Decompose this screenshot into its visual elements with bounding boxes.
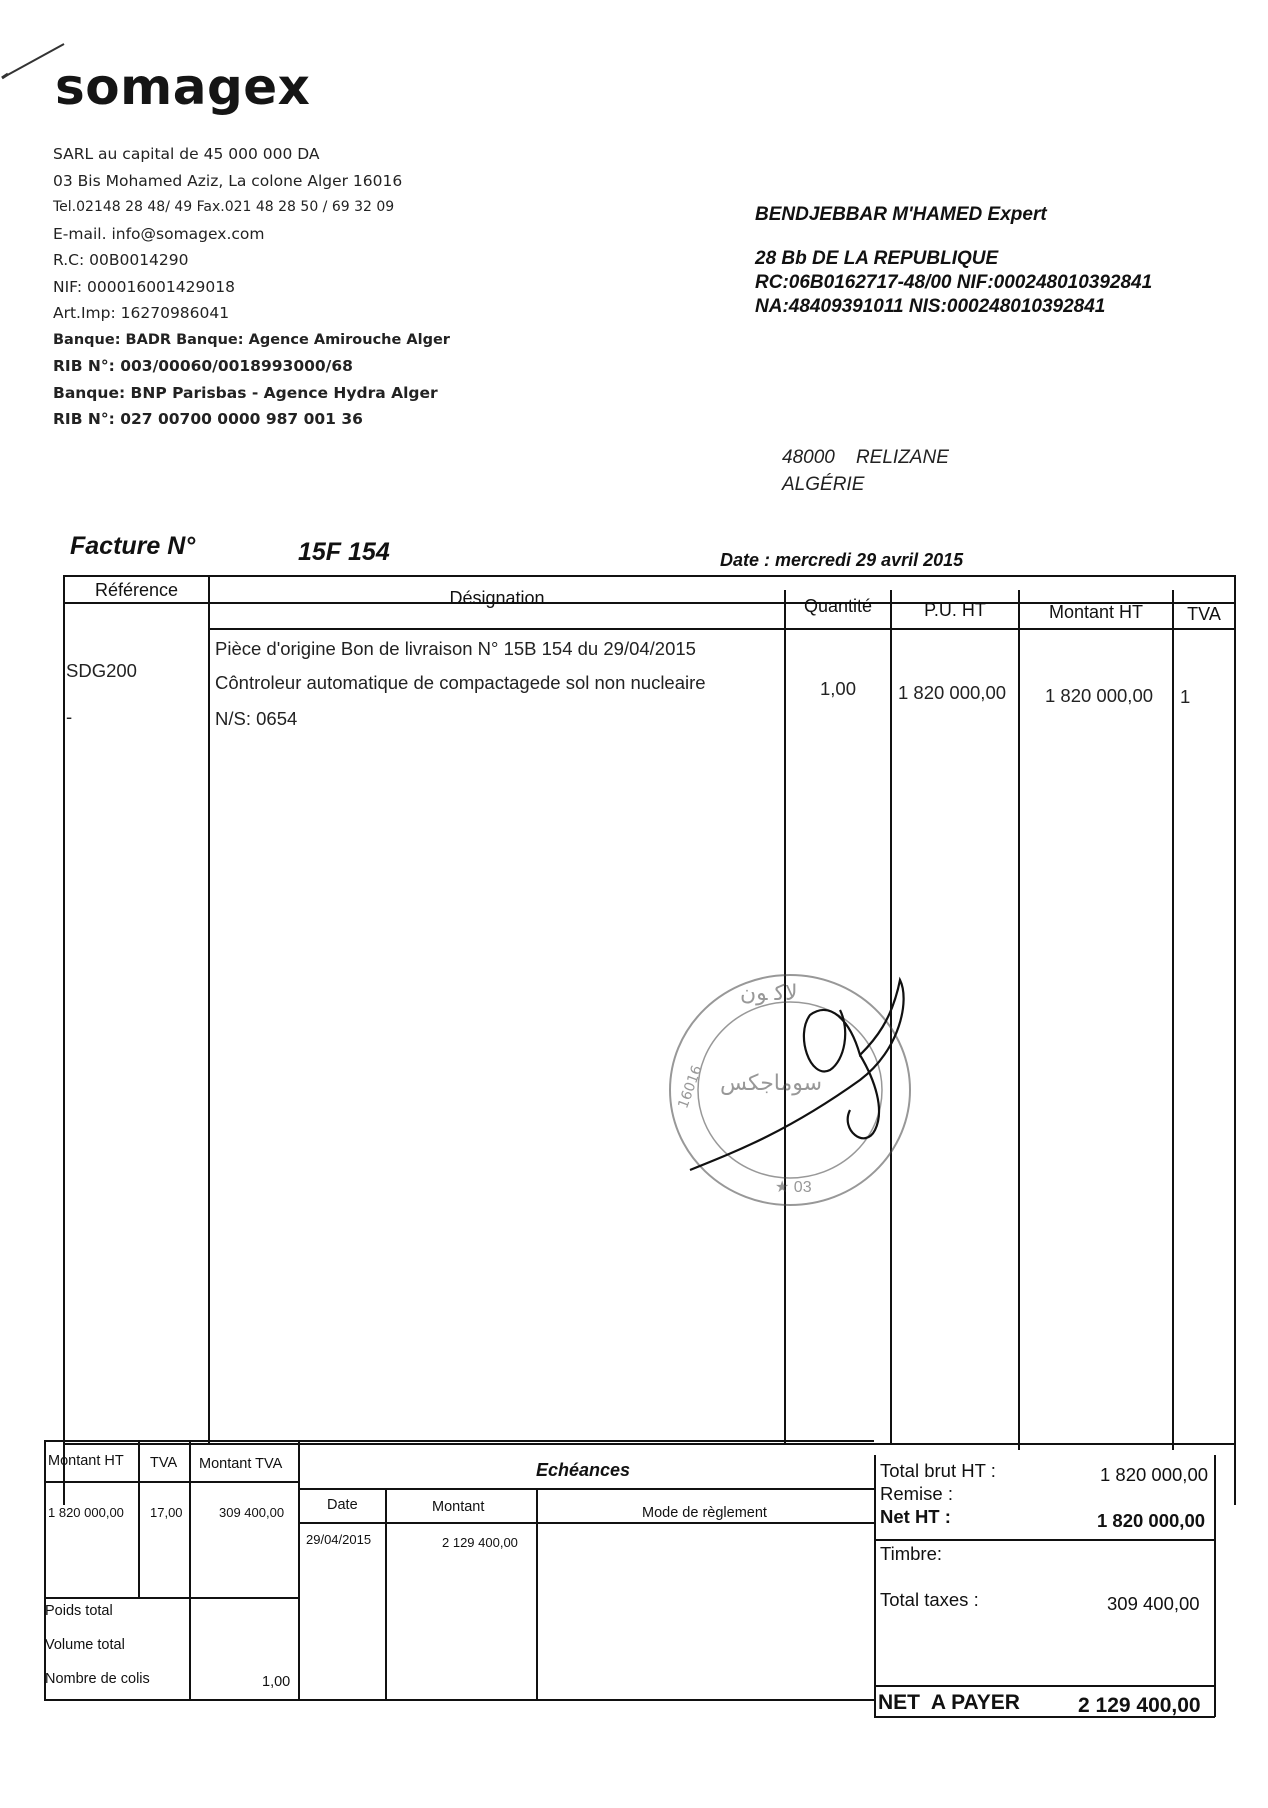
echeances-header-date: Date <box>327 1497 358 1513</box>
row-designation-1: Pièce d'origine Bon de livraison N° 15B 154 du 29/04/2015 <box>215 638 696 659</box>
header-designation: Désignation <box>449 588 545 608</box>
company-capital: SARL au capital de 45 000 000 DA <box>53 145 320 163</box>
echeances-date: 29/04/2015 <box>306 1532 372 1547</box>
company-logo: somagex <box>55 58 311 116</box>
row-unit-price: 1 820 000,00 <box>898 682 1007 703</box>
tax-amount: 1 820 000,00 <box>48 1505 124 1520</box>
company-rc: R.C: 00B0014290 <box>53 251 189 269</box>
client-na-nis: NA:48409391011 NIS:000248010392841 <box>755 296 1106 317</box>
company-phone: Tel.02148 28 48/ 49 Fax.021 48 28 50 / 69 32 09 <box>53 199 395 215</box>
company-email: E-mail. info@somagex.com <box>53 224 265 243</box>
shipping-parcels-value: 1,00 <box>262 1674 291 1690</box>
net-to-pay-value: 2 129 400,00 <box>1078 1694 1201 1717</box>
header-quantity: Quantité <box>803 596 873 616</box>
client-city <box>782 444 949 498</box>
row-amount: 1 820 000,00 <box>1045 685 1154 706</box>
header-amount: Montant HT <box>1048 602 1144 622</box>
client-country: ALGÉRIE <box>782 474 865 495</box>
total-net-label: Net HT : <box>880 1506 951 1527</box>
header-unit-price: P.U. HT <box>924 600 986 620</box>
company-artimp: Art.Imp: 16270986041 <box>53 304 230 322</box>
tax-value: 309 400,00 <box>219 1505 285 1520</box>
company-address: 03 Bis Mohamed Aziz, La colone Alger 16016 <box>53 171 403 190</box>
invoice-date: Date : mercredi 29 avril 2015 <box>720 550 964 570</box>
company-info <box>53 141 450 433</box>
row-tva: 1 <box>1180 686 1191 707</box>
shipping-weight: Poids total <box>45 1603 113 1619</box>
shipping-parcels: Nombre de colis <box>45 1671 150 1687</box>
client-name: BENDJEBBAR M'HAMED Expert <box>755 204 1047 225</box>
row-quantity: 1,00 <box>820 678 857 699</box>
row-designation-3: N/S: 0654 <box>215 708 298 729</box>
echeances-header-amount: Montant <box>432 1499 485 1515</box>
tax-header-tva: TVA <box>150 1455 178 1471</box>
company-bank-2: Banque: BNP Parisbas - Agence Hydra Alger <box>53 383 438 402</box>
invoice-title: Facture N° <box>70 532 196 560</box>
echeances-header-mode: Mode de règlement <box>642 1505 767 1521</box>
company-rib-1: RIB N°: 003/00060/0018993000/68 <box>53 357 353 375</box>
company-stamp-signature-icon <box>660 960 940 1220</box>
row-designation-2: Côntroleur automatique de compactagede sol non nucleaire <box>215 672 706 693</box>
row-reference-extra: - <box>66 706 73 727</box>
client-postcode-city: 48000 RELIZANE <box>782 447 949 468</box>
net-to-pay-label: NET A PAYER <box>878 1691 1020 1714</box>
total-taxes-label: Total taxes : <box>880 1589 979 1610</box>
tax-rate: 17,00 <box>150 1505 183 1520</box>
svg-text:ﺳﻮﻣﺎﺟﻜﺲ: ﺳﻮﻣﺎﺟﻜﺲ <box>720 1071 823 1096</box>
svg-text:16016: 16016 <box>675 1063 706 1111</box>
row-reference: SDG200 <box>66 660 137 681</box>
company-bank-1: Banque: BADR Banque: Agence Amirouche Alger <box>53 331 450 348</box>
total-discount-label: Remise : <box>880 1483 953 1504</box>
svg-text:★ 03: ★ 03 <box>775 1179 812 1196</box>
company-nif: NIF: 000016001429018 <box>53 277 235 296</box>
total-stamp-label: Timbre: <box>880 1543 943 1564</box>
tax-header-amount: Montant HT <box>48 1453 124 1469</box>
client-address: 28 Bb DE LA REPUBLIQUE <box>755 248 999 269</box>
header-reference: Référence <box>94 580 179 600</box>
tax-header-tax: Montant TVA <box>199 1456 283 1472</box>
echeances-title: Echéances <box>536 1460 631 1480</box>
company-rib-2: RIB N°: 027 00700 0000 987 001 36 <box>53 410 363 428</box>
invoice-number: 15F 154 <box>298 538 390 566</box>
total-taxes-value: 309 400,00 <box>1107 1593 1200 1614</box>
shipping-volume: Volume total <box>45 1637 125 1653</box>
client-info <box>755 203 1152 319</box>
total-gross-label: Total brut HT : <box>880 1460 996 1481</box>
total-gross-value: 1 820 000,00 <box>1100 1464 1209 1485</box>
total-net-value: 1 820 000,00 <box>1097 1510 1206 1531</box>
client-rc-nif: RC:06B0162717-48/00 NIF:000248010392841 <box>755 272 1153 293</box>
svg-text:ﻻﻛ ﻮﻥ: ﻻﻛ ﻮﻥ <box>740 981 798 1006</box>
echeances-amount: 2 129 400,00 <box>442 1535 518 1550</box>
header-tva: TVA <box>1187 604 1221 624</box>
